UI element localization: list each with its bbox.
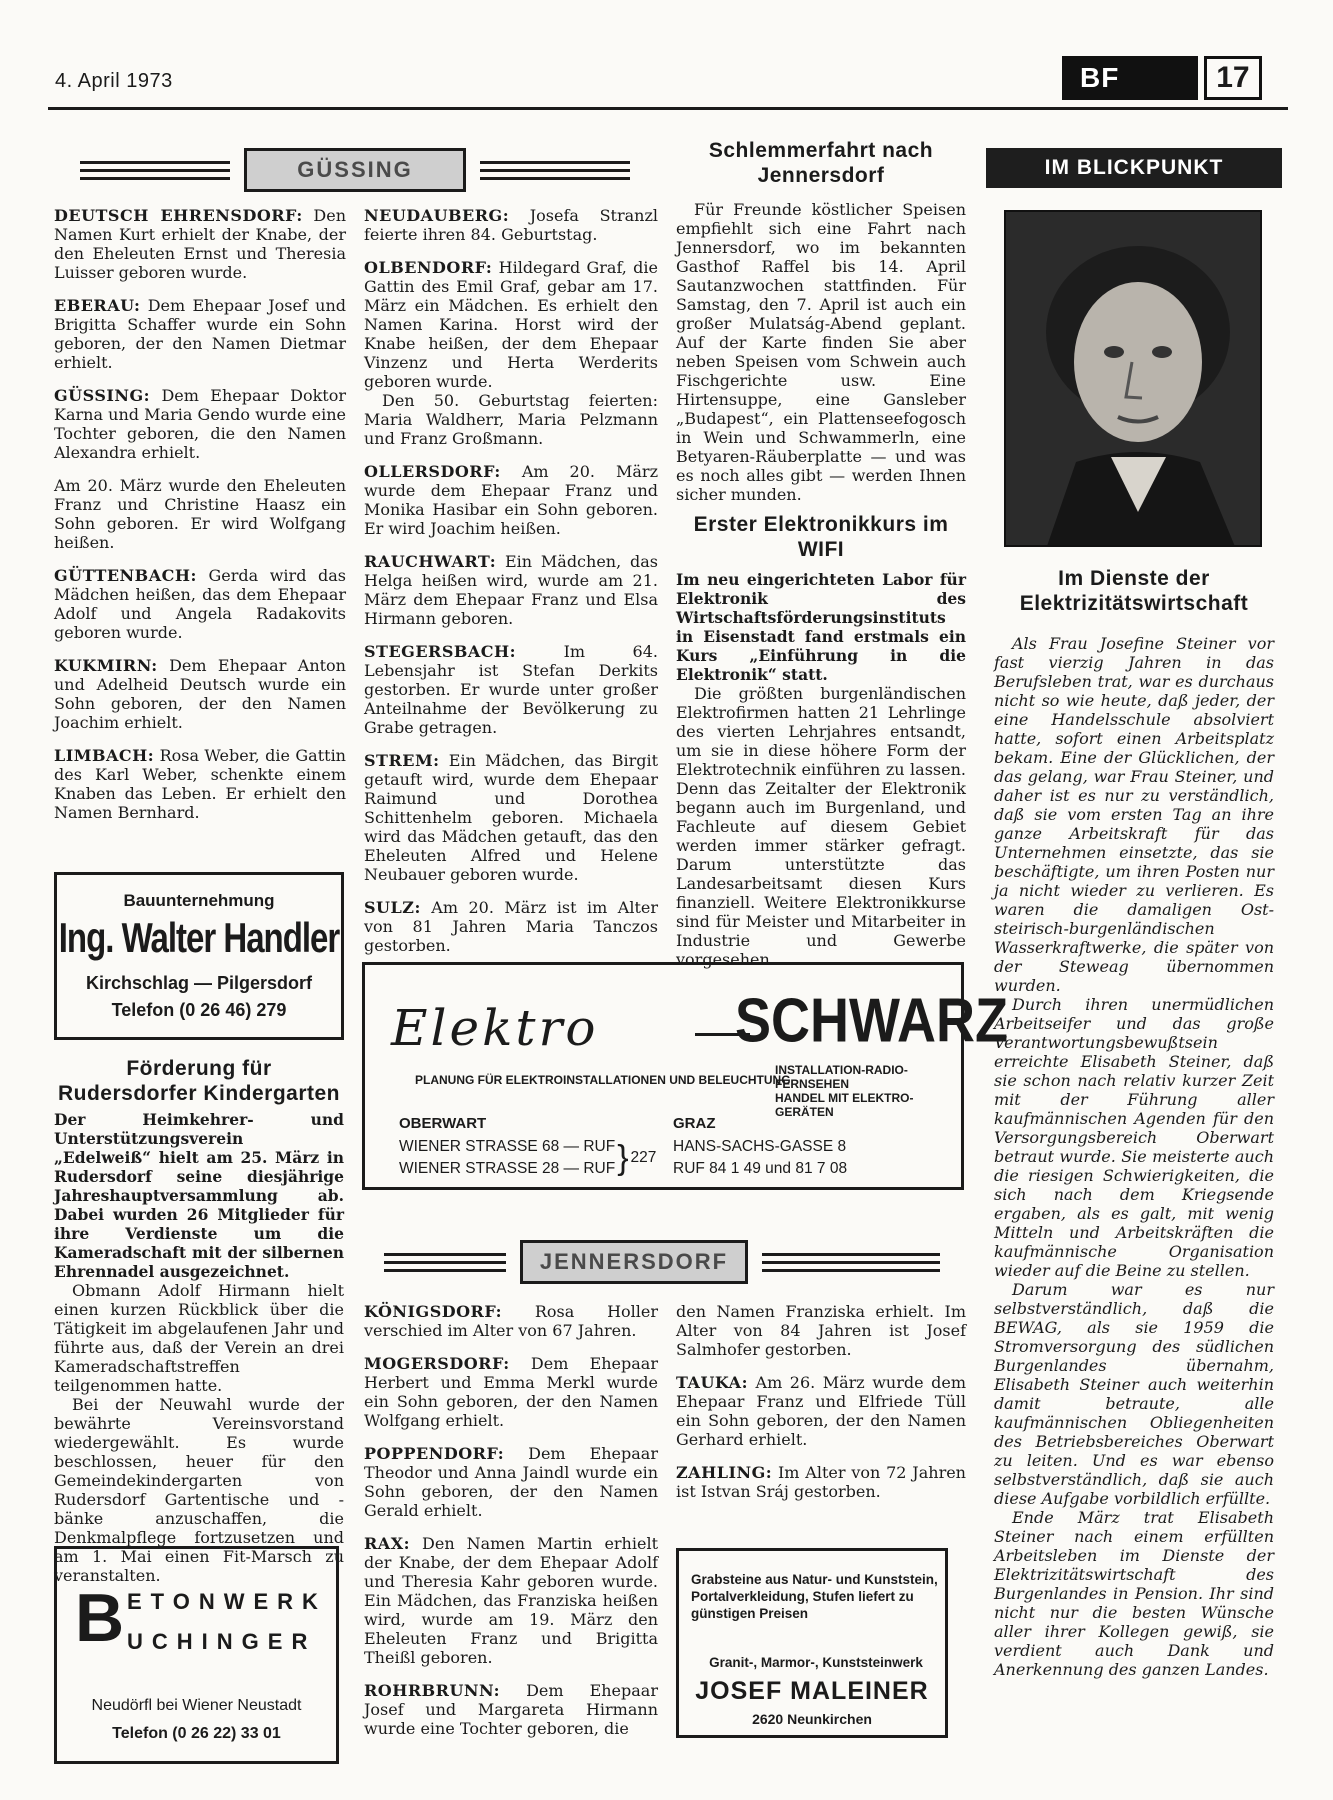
ad-elektro-schwarz [362,962,1008,1190]
ad-elektro-addr-2a: HANS-SACHS-GASSE 8 [673,1138,847,1155]
article-body: Bei der Neuwahl wurde der bewährte Vereinsvorstand wiedergewählt. Es wurde beschlossen, heuer für den Gemeindekindergarten von Rudersdorf Gartentische und -bänke anzuschaffen, die Denkmalpflege fortzusetzen und am 1. Mai einen Fit-Marsch zu veranstalten. [54,1395,344,1585]
ad-maleiner-trade: Granit-, Marmor-, Kunststeinwerk [709,1655,923,1670]
section-banner-blickpunkt: IM BLICKPUNKT [986,148,1282,188]
article-item: RAUCHWART: Ein Mädchen, das Helga heißen wird, wurde am 21. März dem Ehepaar Franz und Elsa Hirmann geboren. [364,552,658,628]
ad-maleiner [676,1548,948,1738]
guessing-column-2 [364,206,658,969]
brand-label: BF [1062,56,1198,100]
article-elektronikkurs [676,570,966,983]
ad-betonwerk-line2: UCHINGER [127,1629,317,1654]
ad-betonwerk-line1: ETONWERK [127,1589,327,1614]
section-banner-guessing [60,148,650,192]
article-item: STEGERSBACH: Im 64. Lebensjahr ist Stefan Derkits gestorben. Er wurde unter großer Anteilnahme der Bevölkerung zu Grabe getragen. [364,642,658,737]
article-item: TAUKA: Am 26. März wurde dem Ehepaar Franz und Elfriede Tüll ein Sohn geboren, der den Namen Gerhard erhielt. [676,1373,966,1449]
brace-icon: } [617,1139,629,1177]
article-item: DEUTSCH EHRENSDORF: Den Namen Kurt erhielt der Knabe, der den Eheleuten Ernst und Theresia Luisser geboren wurde. [54,206,346,282]
section-title-jennersdorf: JENNERSDORF [520,1240,748,1284]
article-body: Ende März trat Elisabeth Steiner nach einem erfüllten Arbeitsleben im Dienste der Elektrizitätswirtschaft des Burgenlandes in Pension. Ihr sind nicht nur die besten Wünsche aller ihrer Kollegen gewiß, sie verdient auch Dank und Anerkennung des ganzen Landes. [994,1508,1274,1679]
ad-betonwerk-initial: B [75,1580,125,1656]
article-item: NEUDAUBERG: Josefa Stranzl feierte ihren 84. Geburtstag. [364,206,658,244]
ad-elektro-ruf: 227 [630,1149,657,1166]
article-item: Am 20. März wurde den Eheleuten Franz und Christine Haasz ein Sohn geboren. Er wird Wolfgang heißen. [54,476,346,552]
masthead-badge [1062,56,1262,100]
section-banner-jennersdorf [362,1240,962,1284]
ad-handler-phone: Telefon (0 26 46) 279 [111,1000,287,1020]
headline-schlemmerfahrt: Schlemmerfahrt nach Jennersdorf [708,139,934,187]
ad-elektro-city-1: OBERWART [399,1115,487,1132]
article-body: Die größten burgenländischen Elektrofirmen hatten 21 Lehrlinge des vierten Lehrjahres entsandt, um sie in diese höhere Form der Elektrotechnik einführen zu lassen. Denn das Zeitalter der Elektronik begann auch im Burgenland, und Fachleute auf diesem Gebiet werden immer stärker gefragt. Darum unterstützte das Landesarbeitsamt diesen Kurs finanziell. Weitere Elektronikkurse sind für Meister und Mitarbeiter in Industrie und Gewerbe vorgesehen. [676,684,966,969]
article-item: RAX: Den Namen Martin erhielt der Knabe, der dem Ehepaar Adolf und Theresia Kahr geboren wurde. Ein Mädchen, das Franziska heißen wird, wurde am 19. März den Eheleuten Franz und Brigitta Theißl geboren. [364,1534,658,1667]
headline-rudersdorf: Förderung für Rudersdorfer Kindergarten [57,1057,341,1105]
portrait-photo [1004,210,1262,547]
ad-elektro-addr-1b: WIENER STRASSE 28 — RUF [399,1160,616,1177]
ad-handler-name: Ing. Walter Handler [58,914,340,961]
ad-betonwerk-location: Neudörfl bei Wiener Neustadt [91,1697,302,1714]
article-item: GÜTTENBACH: Gerda wird das Mädchen heißen, das dem Ehepaar Adolf und Angela Radakovits geboren wurde. [54,566,347,642]
headline-elektronikkurs: Erster Elektronikkurs im WIFI [693,513,949,561]
article-rudersdorf [54,1110,344,1599]
ad-maleiner-text: Grabsteine aus Natur- und Kunststein, Portalverkleidung, Stufen liefert zu günstigen Preisen [691,1572,938,1621]
ad-maleiner-name: JOSEF MALEINER [695,1677,929,1705]
article-body: Durch ihren unermüdlichen Arbeitseifer und das große Verantwortungsbewußtsein erreichte Elisabeth Steiner, daß sie schon nach relativ kurzer Zeit mit der Führung aller kaufmännischen Agenden für den Versorgungsbereich Oberwart betraut wurde. Sie meisterte auch die riesigen Schwierigkeiten, die sich nach dem Kriegsende ergaben, als es galt, mit wenig Mitteln und Arbeitskräften die kaufmännische Organisation wieder auf die Beine zu stellen. [994,995,1274,1280]
ad-elektro-addr-1a: WIENER STRASSE 68 — RUF [399,1138,616,1155]
article-item: ROHRBRUNN: Dem Ehepaar Josef und Margareta Hirmann wurde eine Tochter geboren, die [364,1681,658,1738]
article-item: POPPENDORF: Dem Ehepaar Theodor und Anna Jaindl wurde ein Sohn geboren, der den Namen Gerald erhielt. [364,1444,658,1520]
article-item: OLLERSDORF: Am 20. März wurde dem Ehepaar Franz und Monika Hasibar ein Sohn geboren. Er wird Joachim heißen. [364,462,658,538]
ad-handler-line1: Bauunternehmung [123,891,275,910]
ad-elektro-services [775,1063,961,1119]
ad-betonwerk [54,1546,339,1764]
ad-elektro-service-1: INSTALLATION-RADIO-FERNSEHEN [775,1063,908,1091]
article-body: Als Frau Josefine Steiner vor fast vierzig Jahren in das Berufsleben trat, war es durchaus nicht so wie heute, daß jeder, der eine Handelsschule absolviert hatte, sofort einen Arbeitsplatz bekam. Eine der Glücklichen, der das gelang, war Frau Steiner, und daher ist es nur zu verständlich, daß sie vom ersten Tag an ihre ganze Arbeitskraft für das Unternehmen einsetzte, das sie beschäftigte, um ihren Posten nur ja nicht wieder zu verlieren. Es waren die damaligen Ost-steirisch-burgenländischen Wasserkraftwerke, die später von der Steweag übernommen wurden. [994,634,1274,995]
ad-elektro-planung: PLANUNG FÜR ELEKTROINSTALLATIONEN UND BELEUCHTUNG [415,1073,791,1087]
jennersdorf-column-2 [676,1302,966,1515]
article-item: MOGERSDORF: Dem Ehepaar Herbert und Emma Merkl wurde ein Sohn geboren, der den Namen Wolfgang erhielt. [364,1354,658,1430]
article-item: den Namen Franziska erhielt. Im Alter von 84 Jahren ist Josef Salmhofer gestorben. [676,1302,966,1359]
article-body: Für Freunde köstlicher Speisen empfiehlt sich eine Fahrt nach Jennersdorf, wo im bekannten Gasthof Raffel bis 14. April Sautanzwochen stattfinden. Für Samstag, den 7. April ist auch ein großer Mulatság-Abend geplant. Auf der Karte finden Sie aber neben Speisen vom Schwein auch Fischgerichte usw. Eine Hirtensuppe, eine Gansleber „Budapest“, ein Plattenseefogosch in Wein und Schwammerln, eine Betyaren-Räuberplatte — und was es noch alles gibt — werden Ihnen sicher munden. [676,200,966,504]
section-title-guessing: GÜSSING [244,148,466,192]
article-item: STREM: Ein Mädchen, das Birgit getauft wird, wurde dem Ehepaar Raimund und Dorothea Schittenhelm geboren. Michaela wird das Mädchen getauft, das den Eheleuten Alfred und Helene Neubauer geboren wurde. [364,751,658,884]
article-item: SULZ: Am 20. März ist im Alter von 81 Jahren Maria Tanczos gestorben. [364,898,658,955]
ad-elektro-graz [673,1115,847,1180]
article-item: ZAHLING: Im Alter von 72 Jahren ist Istvan Sráj gestorben. [676,1463,966,1501]
ad-elektro-service-2: HANDEL MIT ELEKTRO-GERÄTEN [775,1091,914,1119]
ad-elektro-oberwart [399,1115,656,1180]
article-body: Darum war es nur selbstverständlich, daß die BEWAG, als sie 1959 die Stromversorgung des südlichen Burgenlandes übernahm, Elisabeth Steiner auch weiterhin damit betraute, alle kaufmännischen Obliegenheiten des Betriebsbereiches Oberwart zu leiten. Und es war ebenso selbstverständlich, daß sie auch diese Aufgabe vorbildlich erfüllte. [994,1280,1274,1508]
guessing-column-1 [54,206,346,836]
article-lead: Im neu eingerichteten Labor für Elektronik des Wirtschaftsförderungsinstituts in Eisenstadt fand erstmals ein Kurs „Einführung in die Elektronik“ statt. [676,570,966,684]
headline-blickpunkt: Im Dienste der Elektrizitätswirtschaft [1019,567,1249,615]
page-number: 17 [1204,56,1262,100]
article-item: EBERAU: Dem Ehepaar Josef und Brigitta Schaffer wurde ein Sohn geboren, der den Namen Dietmar erhielt. [54,296,346,372]
header-rule [48,107,1288,110]
ad-elektro-city-2: GRAZ [673,1115,716,1132]
article-item: OLBENDORF: Hildegard Graf, die Gattin des Emil Graf, gebar am 17. März ein Mädchen. Es erhielt den Namen Karina. Horst wird der Knabe heißen, der dem Ehepaar Vinzenz und Herta Werderits geboren wurde. [364,258,658,391]
portrait-image [1006,212,1262,547]
ad-maleiner-location: 2620 Neunkirchen [752,1711,872,1727]
ad-elektro-name: SCHWARZ [735,986,1008,1056]
article-schlemmerfahrt [676,200,966,518]
article-blickpunkt [994,634,1274,1693]
article-body: Obmann Adolf Hirmann hielt einen kurzen Rückblick über die Tätigkeit im abgelaufenen Jahr und führte aus, daß der Verein an drei Kameradschaftstreffen teilgenommen hatte. [54,1281,344,1395]
article-item: KÖNIGSDORF: Rosa Holler verschied im Alter von 67 Jahren. [364,1302,658,1340]
ad-elektro-script: Elektro [391,999,599,1057]
ad-handler [54,872,344,1040]
issue-date: 4. April 1973 [55,70,173,92]
jennersdorf-column-1 [364,1302,658,1752]
article-item: KUKMIRN: Dem Ehepaar Anton und Adelheid Deutsch wurde ein Sohn geboren, der den Namen Joachim erhielt. [54,656,346,732]
article-item: Den 50. Geburtstag feierten: Maria Waldherr, Maria Pelzmann und Franz Großmann. [364,391,658,448]
ad-elektro-addr-2b: RUF 84 1 49 und 81 7 08 [673,1160,848,1177]
ad-betonwerk-phone: Telefon (0 26 22) 33 01 [112,1725,281,1742]
article-item: GÜSSING: Dem Ehepaar Doktor Karna und Maria Gendo wurde eine Tochter geboren, die den Namen Alexandra erhielt. [54,386,346,462]
article-lead: Der Heimkehrer- und Unterstützungsverein „Edelweiß“ hielt am 25. März in Rudersdorf seine diesjährige Jahreshauptversammlung ab. Dabei wurden 26 Mitglieder für ihre Verdienste um die Kameradschaft mit der silbernen Ehrennadel ausgezeichnet. [54,1110,344,1281]
article-item: LIMBACH: Rosa Weber, die Gattin des Karl Weber, schenkte einem Knaben das Leben. Er erhielt den Namen Bernhard. [54,746,346,822]
ad-handler-location: Kirchschlag — Pilgersdorf [85,973,313,993]
